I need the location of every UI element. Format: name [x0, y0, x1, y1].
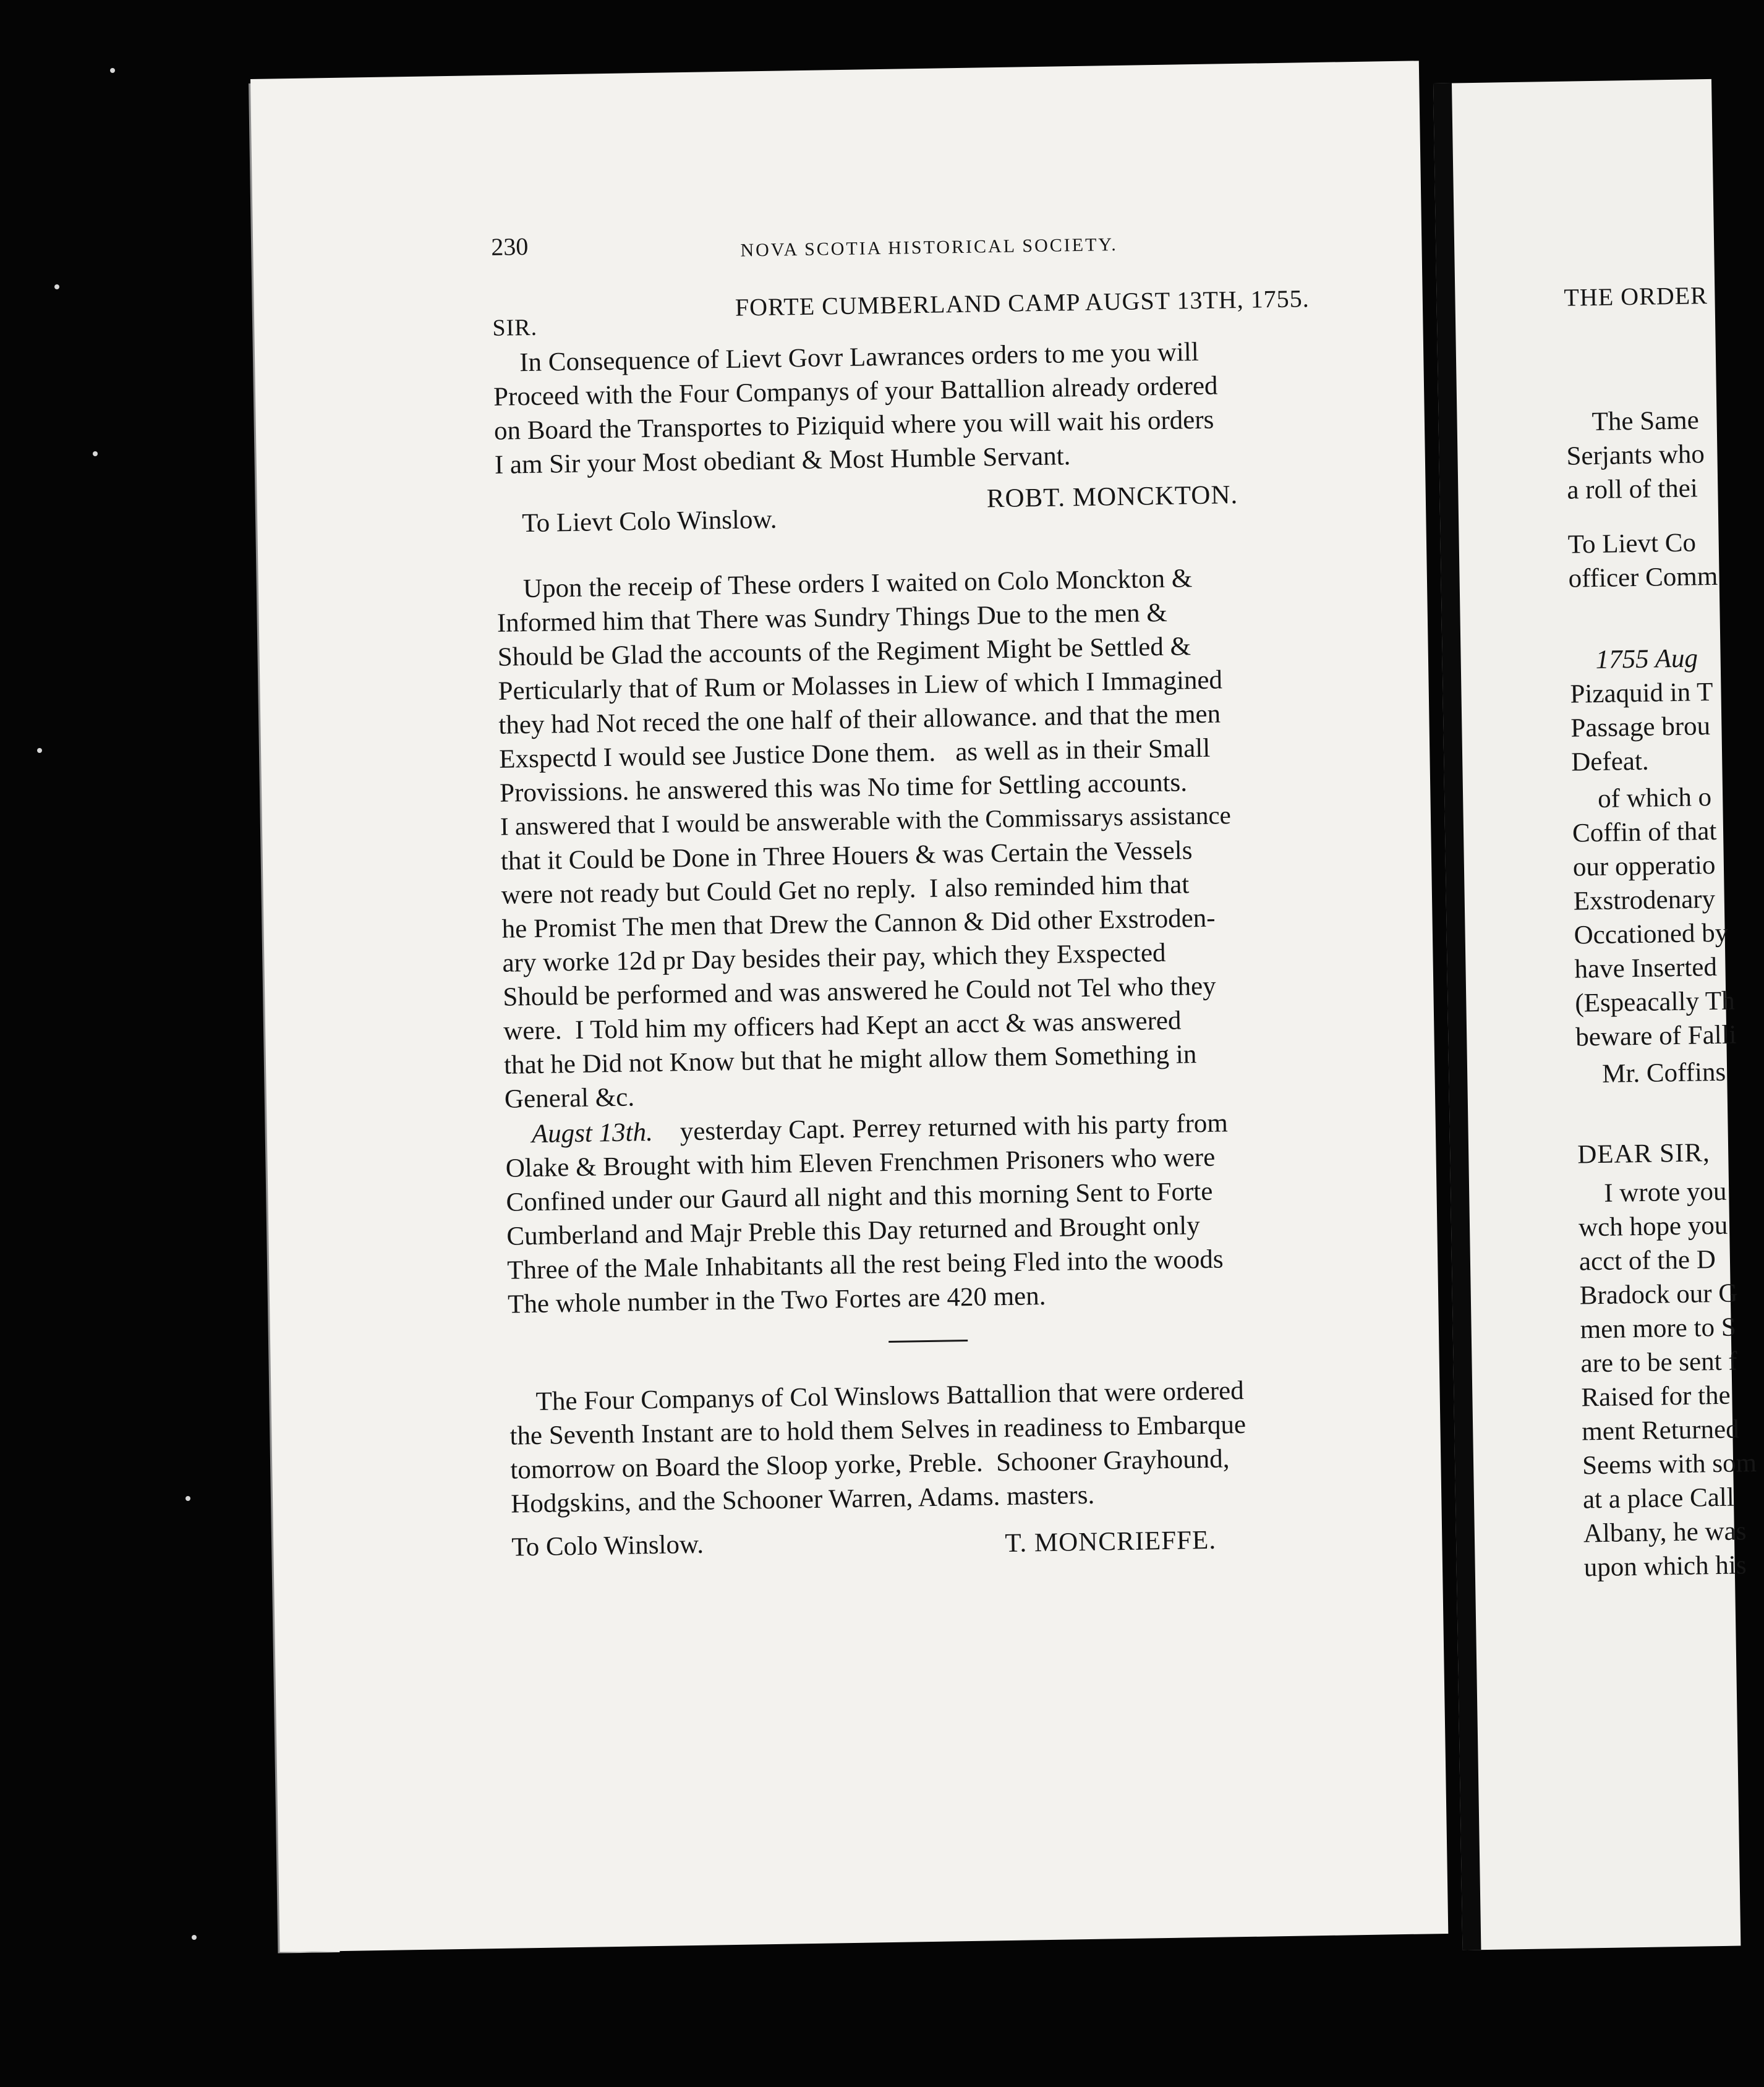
right-line: Albany, he was	[1583, 1516, 1747, 1549]
letter-salutation: SIR.	[492, 314, 538, 341]
running-head: NOVA SCOTIA HISTORICAL SOCIETY.	[740, 234, 1118, 261]
order-line: tomorrow on Board the Sloop yorke, Preble. Schooner Grayhound,	[510, 1444, 1230, 1485]
paragraph-line: The whole number in the Two Fortes are 420 men.	[507, 1282, 1046, 1319]
paragraph-line: ary worke 12d pr Day besides their pay, which they Exspected	[502, 938, 1166, 978]
right-line: Raised for the	[1581, 1380, 1731, 1413]
order-line: the Seventh Instant are to hold them Selves in readiness to Embarque	[509, 1409, 1246, 1451]
order-addressee: To Colo Winslow.	[511, 1529, 704, 1562]
right-line: Passage brou	[1570, 712, 1711, 743]
right-running-head: THE ORDER	[1564, 281, 1708, 312]
paragraph-line: Upon the receip of These orders I waited on Colo Monckton &	[522, 564, 1193, 604]
right-line: Mr. Coffins	[1601, 1057, 1726, 1089]
order-signature: T. MONCRIEFFE.	[1004, 1525, 1217, 1558]
right-line: Serjants who	[1566, 440, 1705, 471]
right-line: Exstrodenary	[1573, 885, 1716, 916]
paragraph-line: I answered that I would be answerable with the Commissarys assistance	[500, 801, 1232, 841]
section-divider	[888, 1340, 968, 1343]
right-line: acct of the D	[1579, 1245, 1716, 1277]
right-line: Defeat.	[1570, 746, 1649, 777]
letter-line: I am Sir your Most obediant & Most Humble Servant.	[494, 441, 1071, 480]
letter-line: In Consequence of Lievt Govr Lawrances orders to me you will	[519, 337, 1199, 378]
paragraph-line: Exspectd I would see Justice Done them. as well as in their Small	[498, 733, 1211, 774]
right-line: have Inserted	[1574, 952, 1718, 984]
paragraph-line: he Promist The men that Drew the Cannon & Did other Exstroden-	[501, 903, 1216, 944]
right-line: Pizaquid in T	[1570, 678, 1713, 709]
entry-date: Augst 13th.	[531, 1117, 654, 1149]
right-line: Coffin of that	[1572, 816, 1717, 848]
dust-speck	[54, 284, 59, 289]
paragraph-line: that he Did not Know but that he might allow them Something in	[503, 1040, 1197, 1080]
paragraph-line: yesterday Capt. Perrey returned with his party from	[680, 1108, 1229, 1147]
order-line: Hodgskins, and the Schooner Warren, Adams. masters.	[510, 1480, 1095, 1519]
right-line: men more to S	[1580, 1312, 1737, 1345]
dust-speck	[110, 68, 115, 73]
paragraph-line: Cumberland and Majr Preble this Day returned and Brought only	[506, 1211, 1201, 1251]
right-line: beware of Falli	[1575, 1020, 1737, 1052]
right-line: Bradock our G	[1579, 1278, 1738, 1311]
order-line: The Four Companys of Col Winslows Battallion that were ordered	[535, 1376, 1245, 1417]
right-line: are to be sent f	[1580, 1346, 1738, 1379]
right-line: The Same	[1591, 406, 1700, 437]
paragraph-line: they had Not reced the one half of their allowance. and that the men	[498, 699, 1221, 740]
right-line: (Espeacally Th	[1575, 986, 1736, 1018]
right-line: DEAR SIR,	[1577, 1138, 1711, 1170]
dust-speck	[185, 1496, 190, 1501]
letter-addressee: To Lievt Colo Winslow.	[521, 504, 777, 538]
right-line: 1755 Aug	[1595, 644, 1698, 674]
letter-signature: ROBT. MONCKTON.	[986, 480, 1238, 514]
right-page	[1433, 79, 1757, 1950]
right-line: I wrote you	[1603, 1176, 1727, 1208]
paragraph-line: Confined under our Gaurd all night and this morning Sent to Forte	[506, 1176, 1213, 1217]
letter-dateline: FORTE CUMBERLAND CAMP AUGST 13TH, 1755.	[735, 284, 1310, 321]
paragraph-line: Informed him that There was Sundry Things Due to the men &	[496, 598, 1168, 638]
right-line: at a place Call	[1582, 1482, 1735, 1515]
paragraph-line: Three of the Male Inhabitants all the rest being Fled into the woods	[506, 1244, 1224, 1285]
paragraph-line: Should be performed and was answered he Could not Tel who they	[503, 971, 1216, 1012]
letter-line: on Board the Transportes to Piziquid where you will wait his orders	[493, 405, 1214, 446]
right-line: a roll of thei	[1566, 474, 1698, 505]
right-line: wch hope you	[1578, 1210, 1728, 1243]
right-line: of which o	[1597, 783, 1712, 814]
right-line: officer Comm	[1568, 561, 1718, 593]
paragraph-line: General &c.	[504, 1082, 635, 1114]
paragraph-line: Olake & Brought with him Eleven Frenchmen Prisoners who were	[505, 1142, 1216, 1183]
right-line: To Lievt Co	[1567, 528, 1697, 559]
paragraph-line: Should be Glad the accounts of the Regiment Might be Settled &	[497, 632, 1191, 672]
paragraph-line: Perticularly that of Rum or Molasses in Liew of which I Immagined	[498, 665, 1223, 706]
dust-speck	[192, 1935, 197, 1940]
paragraph-line: were not ready but Could Get no reply. I also reminded him that	[501, 870, 1190, 910]
right-line: our opperatio	[1572, 850, 1716, 882]
paragraph-line: that it Could be Done in Three Houers & was Certain the Vessels	[500, 836, 1193, 876]
right-line: Seems with som	[1582, 1448, 1757, 1481]
right-line: Occationed by	[1574, 918, 1729, 950]
dust-speck	[37, 748, 42, 753]
dust-speck	[93, 451, 98, 456]
right-line: ment Returned	[1581, 1414, 1739, 1447]
right-line: upon which his	[1583, 1550, 1747, 1583]
page-number: 230	[490, 232, 529, 261]
paragraph-line: were. I Told him my officers had Kept an acct & was answered	[503, 1006, 1182, 1046]
letter-line: Proceed with the Four Companys of your Battallion already ordered	[493, 371, 1218, 412]
left-page	[250, 61, 1448, 1952]
paragraph-line: Provissions. he answered this was No time for Settling accounts.	[499, 768, 1188, 808]
